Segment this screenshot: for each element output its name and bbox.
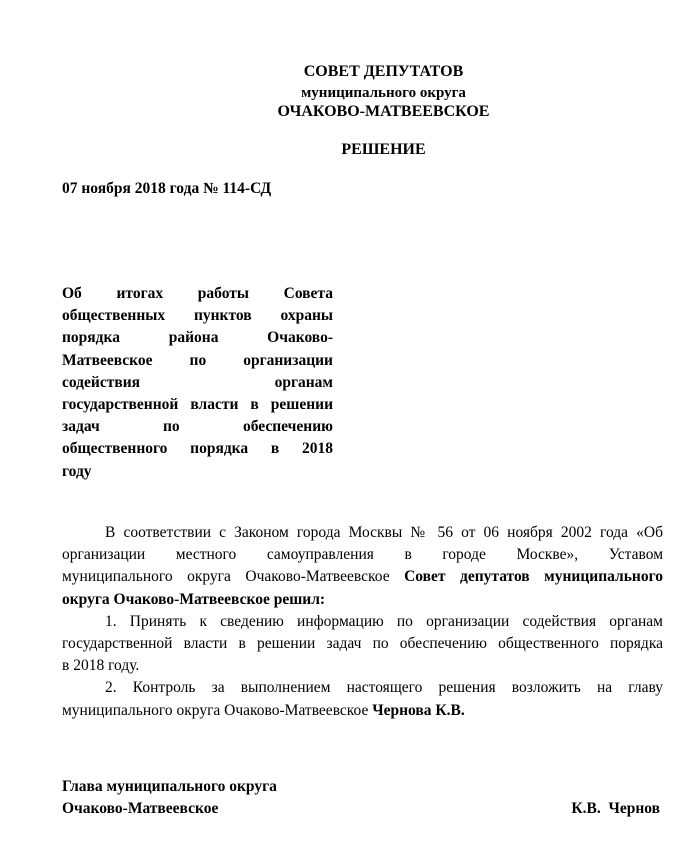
- body-line: 1. Принять к сведению информацию по организации содействия органам: [105, 612, 663, 630]
- subject-line: задач по обеспечению: [62, 418, 333, 436]
- subject-line: государственной власти в решении: [62, 396, 333, 414]
- body-line: государственной власти в решении задач по обеспечению общественного порядка: [62, 635, 663, 653]
- subject-line: году: [62, 462, 92, 480]
- subject-line: общественных пунктов охраны: [62, 307, 333, 325]
- subject-line: общественного порядка в 2018: [62, 440, 333, 458]
- item-1: [62, 611, 663, 678]
- preamble-paragraph: [62, 522, 663, 611]
- signatory-title-line: Очаково-Матвеевское: [62, 800, 219, 817]
- document-type: РЕШЕНИЕ: [341, 141, 426, 158]
- decision-body: [62, 522, 663, 722]
- body-text: муниципального округа Очаково-Матвеевское: [62, 701, 373, 719]
- body-line: 2. Контроль за выполнением настоящего решения возложить на главу: [105, 679, 663, 697]
- district-line: муниципального округа: [301, 85, 466, 101]
- council-title: СОВЕТ ДЕПУТАТОВ: [303, 63, 464, 80]
- decision-subject: [62, 283, 333, 483]
- date-and-number: 07 ноября 2018 года № 114-СД: [62, 180, 272, 197]
- signatory-title-line: Глава муниципального округа: [62, 778, 277, 795]
- body-line: [62, 566, 663, 588]
- subject-line: Об итогах работы Совета: [62, 285, 333, 302]
- signatory-name: К.В. Чернов: [571, 800, 660, 817]
- body-line: в 2018 году.: [62, 657, 140, 675]
- body-line: организации местного самоуправления в городе Москве», Уставом: [62, 546, 663, 564]
- subject-line: Матвеевское по организации: [62, 351, 333, 369]
- body-bold-text: Совет депутатов муниципального: [404, 568, 663, 586]
- item-2: [62, 677, 663, 721]
- subject-line: порядка района Очаково-: [62, 329, 333, 347]
- body-bold-text: Чернова К.В.: [372, 701, 465, 719]
- district-name: ОЧАКОВО-МАТВЕЕВСКОЕ: [277, 103, 490, 120]
- body-text: муниципального округа Очаково-Матвеевское: [62, 568, 405, 586]
- body-line: В соответствии с Законом города Москвы № 56 от 06 ноября 2002 года «Об: [105, 524, 663, 541]
- body-line: [62, 589, 663, 611]
- signatory-title: [62, 776, 277, 820]
- body-bold-text: округа Очаково-Матвеевское решил:: [62, 590, 326, 608]
- subject-line: содействия органам: [62, 373, 333, 391]
- body-line: [62, 700, 663, 722]
